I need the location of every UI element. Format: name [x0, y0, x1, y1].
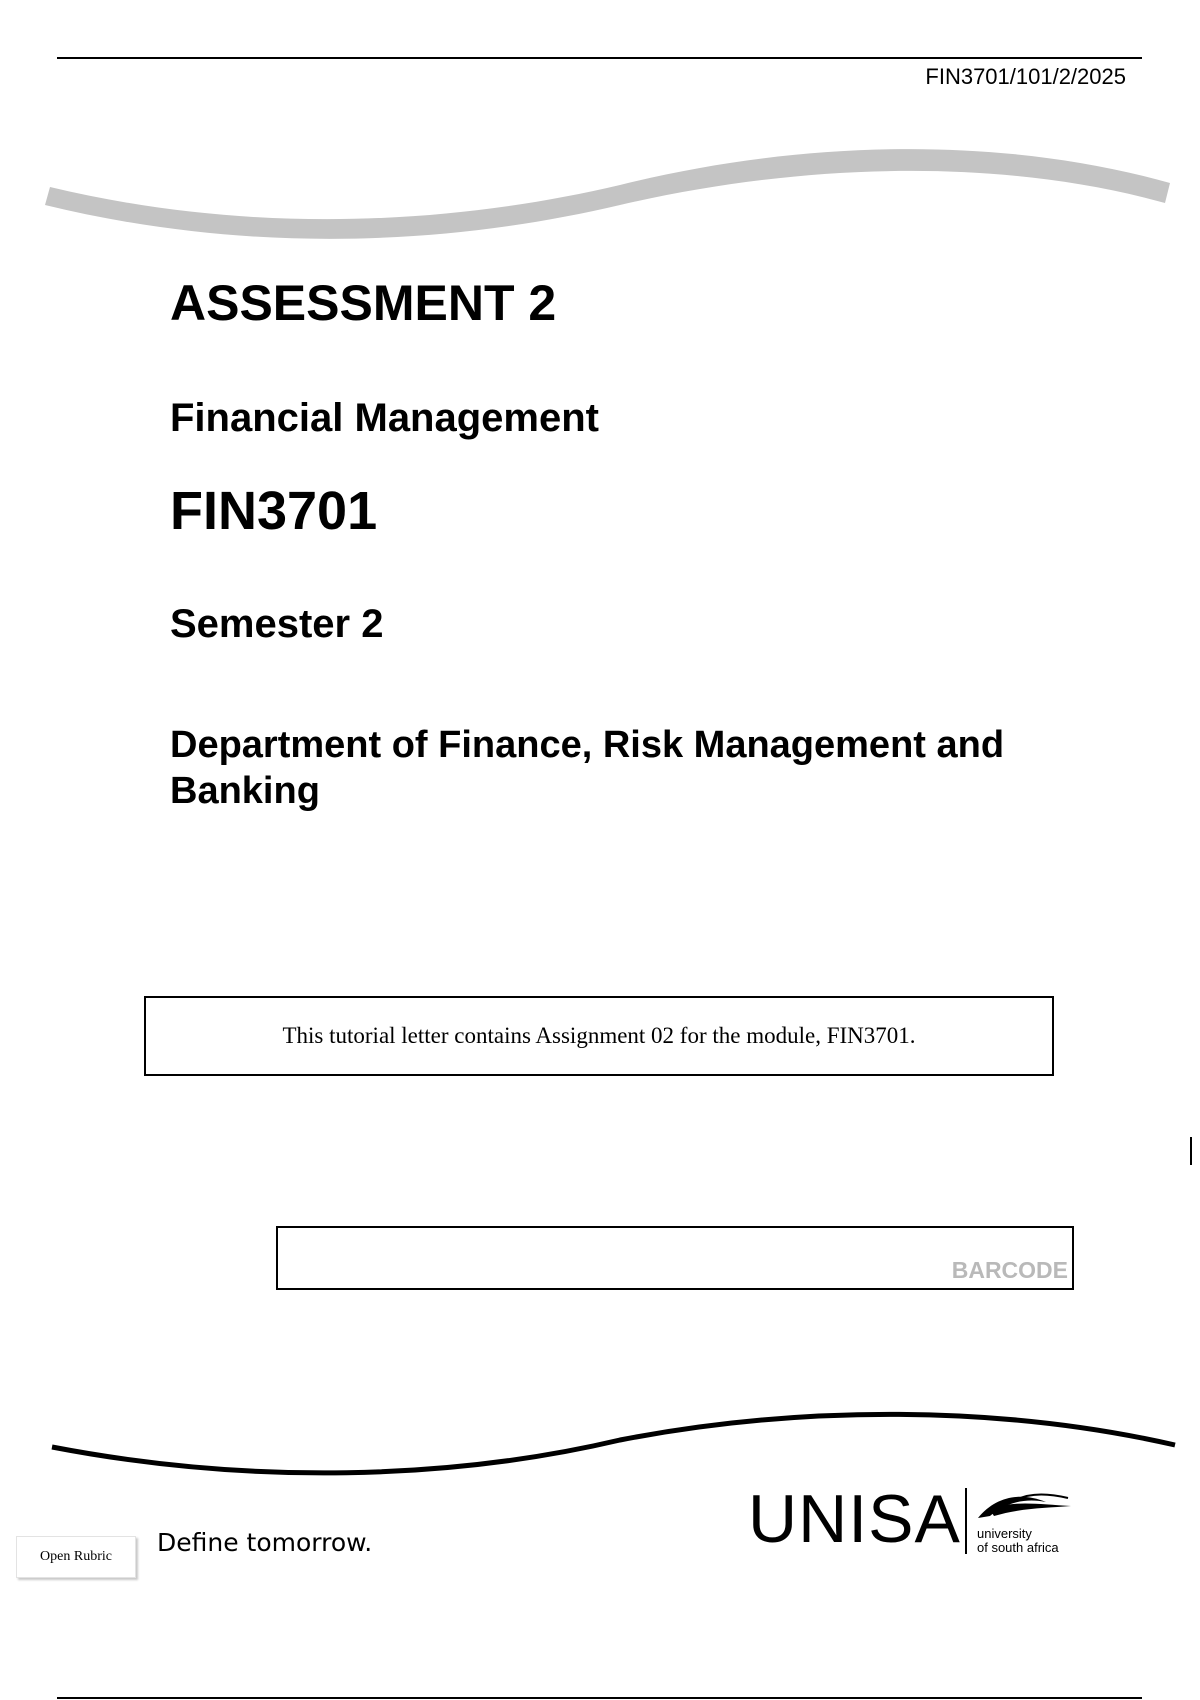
notice-box [144, 996, 1054, 1076]
semester-label: Semester 2 [170, 602, 384, 646]
document-reference: FIN3701/101/2/2025 [925, 64, 1126, 89]
assessment-title: ASSESSMENT 2 [170, 275, 557, 331]
module-code: FIN3701 [170, 481, 378, 541]
open-rubric-button[interactable] [16, 1536, 136, 1578]
text-cursor [1190, 1137, 1192, 1165]
logo-sub-line2: of south africa [977, 1540, 1059, 1555]
unisa-bird-icon [976, 1488, 1076, 1524]
logo-sub-line1: university [977, 1526, 1032, 1541]
barcode-box [276, 1226, 1074, 1290]
top-decorative-wave [0, 125, 1200, 245]
notice-text: This tutorial letter contains Assignment 02 for the module, FIN3701. [282, 1023, 916, 1048]
bottom-decorative-wave [0, 1400, 1200, 1500]
top-rule [57, 57, 1142, 59]
unisa-logo-text: UNISA [748, 1481, 961, 1557]
logo-divider [965, 1488, 967, 1554]
bottom-rule [57, 1697, 1142, 1699]
open-rubric-label: Open Rubric [40, 1549, 112, 1564]
barcode-label: BARCODE [951, 1257, 1068, 1283]
subject-title: Financial Management [170, 396, 599, 440]
unisa-logo-subtitle [977, 1527, 1059, 1555]
tagline: Define tomorrow. [157, 1528, 373, 1557]
department-name: Department of Finance, Risk Management and Banking [170, 724, 1005, 812]
